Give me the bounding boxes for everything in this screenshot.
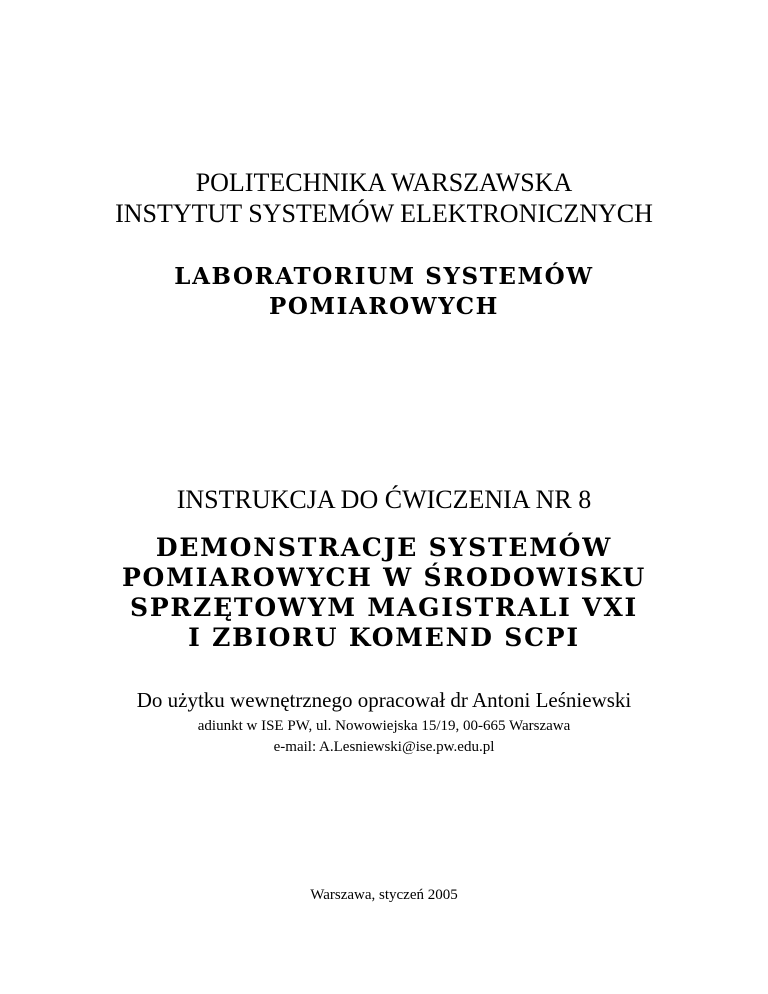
- lab-title-line-1: LABORATORIUM SYSTEMÓW: [174, 263, 594, 290]
- lab-title-line-2: POMIAROWYCH: [268, 293, 500, 320]
- author-credit: Do użytku wewnętrznego opracował dr Antoni Leśniewski: [136, 688, 632, 712]
- author-email: e-mail: A.Lesniewski@ise.pw.edu.pl: [273, 739, 495, 755]
- institute-name: INSTYTUT SYSTEMÓW ELEKTRONICZNYCH: [115, 199, 653, 228]
- exercise-title-line-4: I ZBIORU KOMEND SCPI: [188, 623, 580, 652]
- place-date: Warszawa, styczeń 2005: [310, 887, 458, 903]
- author-affiliation: adiunkt w ISE PW, ul. Nowowiejska 15/19, 00-665 Warszawa: [197, 718, 571, 734]
- exercise-title-line-2: POMIAROWYCH W ŚRODOWISKU: [121, 563, 647, 592]
- exercise-title-line-1: DEMONSTRACJE SYSTEMÓW: [155, 533, 613, 562]
- exercise-title-line-3: SPRZĘTOWYM MAGISTRALI VXI: [129, 593, 639, 622]
- instruction-heading: INSTRUKCJA DO ĆWICZENIA NR 8: [176, 485, 592, 514]
- university-name: POLITECHNIKA WARSZAWSKA: [195, 168, 573, 197]
